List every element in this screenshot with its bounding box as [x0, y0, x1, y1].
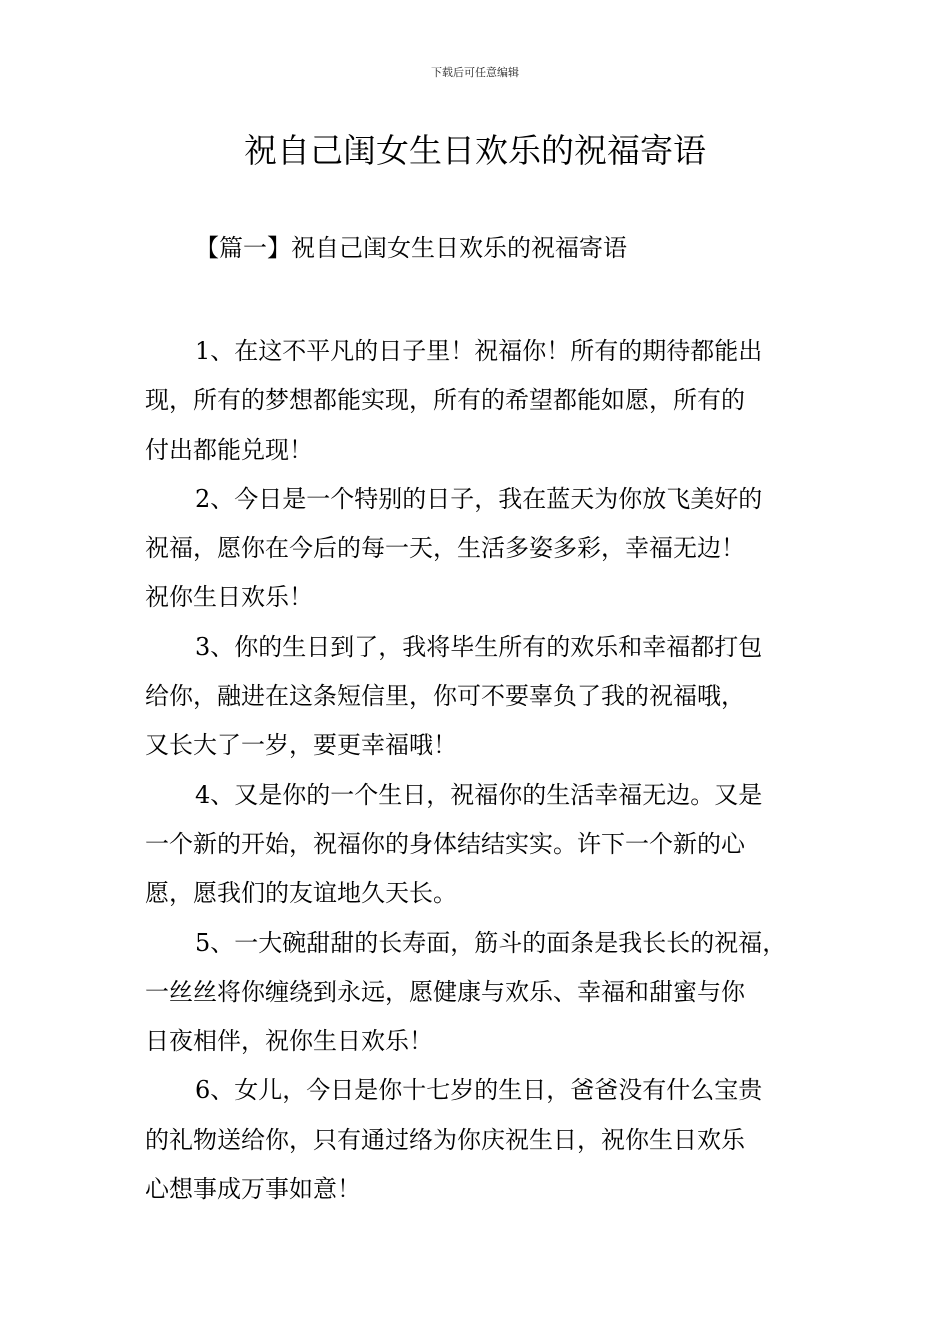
paragraph-line: 6、女儿，今日是你十七岁的生日，爸爸没有什么宝贵: [195, 1076, 763, 1105]
paragraph-line: 一丝丝将你缠绕到永远，愿健康与欢乐、幸福和甜蜜与你: [145, 977, 745, 1006]
paragraph-line: 5、一大碗甜甜的长寿面，筋斗的面条是我长长的祝福，: [195, 928, 787, 957]
section-heading: 【篇一】祝自己闺女生日欢乐的祝福寄语: [195, 234, 627, 262]
paragraph-1: [145, 327, 835, 475]
paragraph-line: 的礼物送给你，只有通过络为你庆祝生日，祝你生日欢乐: [145, 1125, 745, 1154]
paragraph-line: 给你，融进在这条短信里，你可不要辜负了我的祝福哦，: [145, 682, 745, 711]
paragraph-line: 4、又是你的一个生日，祝福你的生活幸福无边。又是: [195, 780, 763, 809]
paragraph-5: [145, 919, 835, 1067]
paragraph-line: 2、今日是一个特别的日子，我在蓝天为你放飞美好的: [195, 484, 763, 513]
paragraph-line: 又长大了一岁，要更幸福哦！: [145, 731, 457, 760]
paragraph-line: 祝福，愿你在今后的每一天，生活多姿多彩，幸福无边！: [145, 534, 745, 563]
paragraph-line: 愿，愿我们的友谊地久天长。: [145, 879, 457, 908]
paragraph-line: 1、在这不平凡的日子里！祝福你！所有的期待都能出: [195, 337, 763, 365]
paragraph-line: 日夜相伴，祝你生日欢乐！: [145, 1027, 433, 1056]
document-title: 祝自己闺女生日欢乐的祝福寄语: [244, 131, 706, 170]
paragraph-4: [145, 771, 835, 919]
paragraph-line: 现，所有的梦想都能实现，所有的希望都能如愿，所有的: [145, 386, 745, 415]
header-note: 下载后可任意编辑: [431, 66, 519, 79]
paragraph-line: 一个新的开始，祝福你的身体结结实实。许下一个新的心: [145, 829, 745, 858]
paragraph-line: 心想事成万事如意！: [145, 1175, 361, 1204]
paragraph-line: 祝你生日欢乐！: [145, 583, 313, 612]
paragraph-6: [145, 1066, 835, 1214]
paragraph-2: [145, 475, 835, 623]
paragraph-line: 付出都能兑现！: [145, 435, 313, 464]
document-body: [145, 327, 835, 1214]
paragraph-3: [145, 623, 835, 771]
paragraph-line: 3、你的生日到了，我将毕生所有的欢乐和幸福都打包: [195, 632, 763, 661]
